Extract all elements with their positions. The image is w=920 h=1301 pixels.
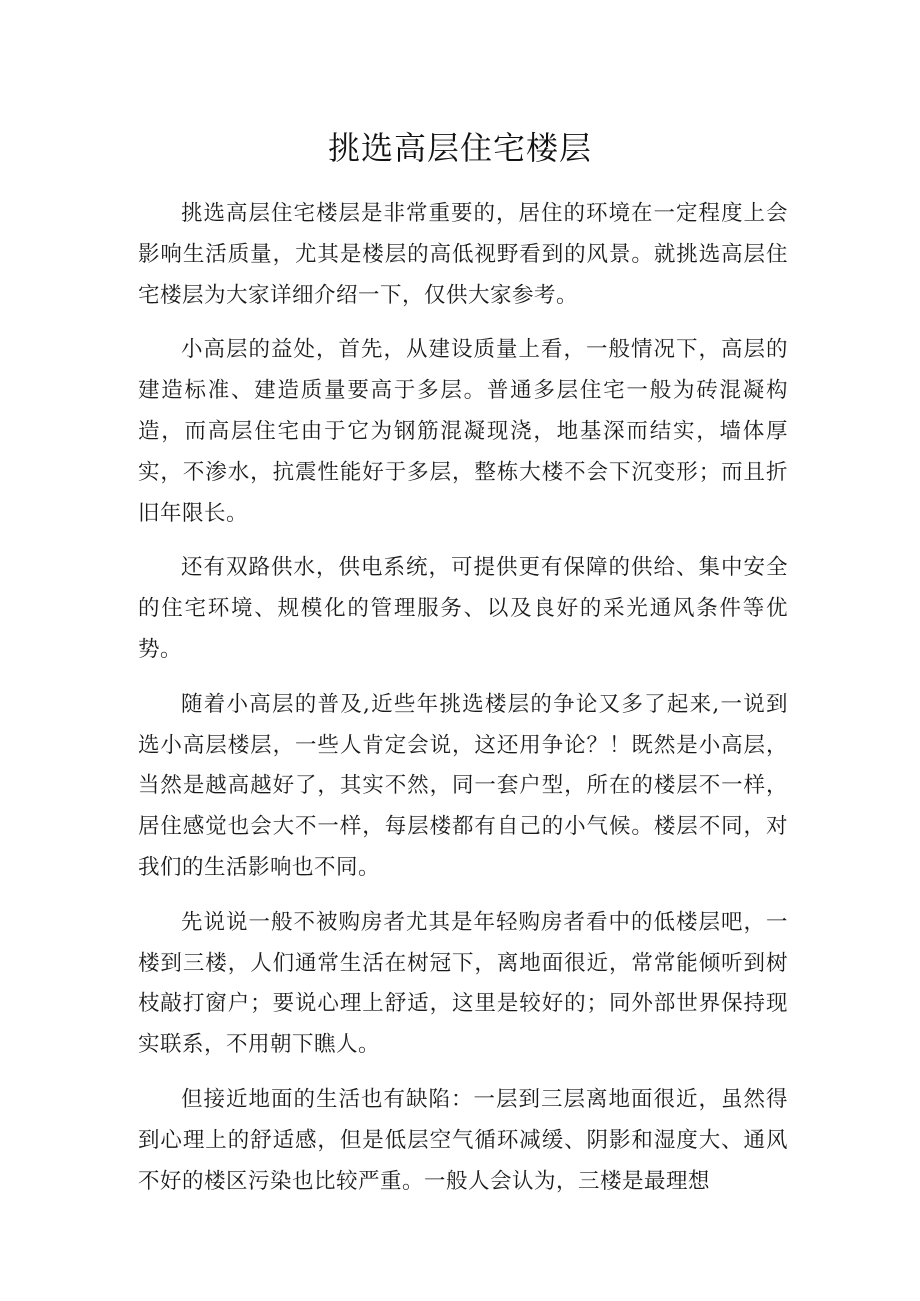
document-title: 挑选高层住宅楼层	[327, 129, 592, 167]
paragraph: 挑选高层住宅楼层是非常重要的，居住的环境在一定程度上会影响生活质量，尤其是楼层的高低视野看到的风景。就挑选高层住宅楼层为大家详细介绍一下，仅供大家参考。	[138, 201, 788, 308]
paragraph: 先说说一般不被购房者尤其是年轻购房者看中的低楼层吧，一楼到三楼，人们通常生活在树冠下，离地面很近，常常能倾听到树枝敲打窗户；要说心理上舒适，这里是较好的；同外部世界保持现实联系，不用朝下瞧人。	[138, 909, 788, 1058]
document-body	[138, 194, 788, 1216]
paragraph: 小高层的益处，首先，从建设质量上看，一般情况下，高层的建造标准、建造质量要高于多层。普通多层住宅一般为砖混凝构造，而高层住宅由于它为钢筋混凝现浇，地基深而结实，墙体厚实，不渗水，抗震性能好于多层，整栋大楼不会下沉变形；而且折旧年限长。	[138, 337, 788, 526]
paragraph: 还有双路供水，供电系统，可提供更有保障的供给、集中安全的住宅环境、规模化的管理服务、以及良好的采光通风条件等优势。	[138, 555, 788, 662]
paragraph: 随着小高层的普及,近些年挑选楼层的争论又多了起来,一说到选小高层楼层，一些人肯定会说，这还用争论？！既然是小高层，当然是越高越好了，其实不然，同一套户型，所在的楼层不一样，居住感觉也会大不一样，每层楼都有自己的小气候。楼层不同，对我们的生活影响也不同。	[138, 691, 788, 880]
paragraph: 但接近地面的生活也有缺陷：一层到三层离地面很近，虽然得到心理上的舒适感，但是低层空气循环减缓、阴影和湿度大、通风不好的楼区污染也比较严重。一般人会认为，三楼是最理想	[138, 1086, 788, 1194]
